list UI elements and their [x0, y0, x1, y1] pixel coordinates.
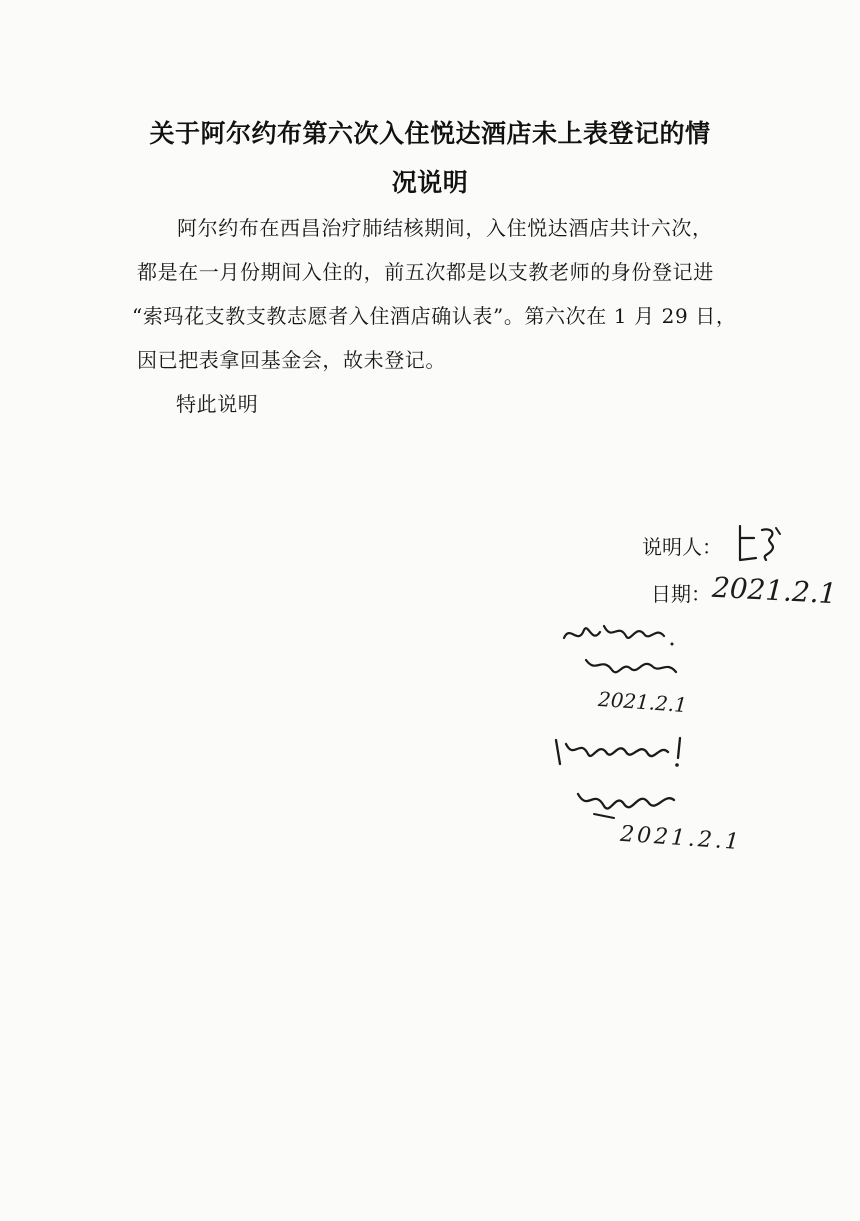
document-title-line-1: 关于阿尔约布第六次入住悦达酒店未上表登记的情 — [149, 119, 711, 148]
endorsement-1-date: 2021.2.1 — [597, 686, 688, 718]
paragraph-line-3: “索玛花支教支教志愿者入住酒店确认表”。第六次在 1 月 29 日， — [132, 304, 737, 328]
closing-remark: 特此说明 — [176, 392, 259, 416]
explainer-label: 说明人： — [642, 535, 722, 559]
paragraph-line-4: 因已把表拿回基金会，故未登记。 — [137, 348, 446, 372]
date-label: 日期： — [651, 582, 711, 606]
date-handwritten: 2021.2.1 — [711, 570, 838, 611]
endorsement-2-date: 2021.2.1 — [619, 821, 743, 856]
document-title-line-2: 况说明 — [391, 168, 469, 197]
paragraph-line-2: 都是在一月份期间入住的，前五次都是以支教老师的身份登记进 — [137, 260, 714, 284]
paragraph-line-1: 阿尔约布在西昌治疗肺结核期间，入住悦达酒店共计六次， — [177, 216, 713, 240]
